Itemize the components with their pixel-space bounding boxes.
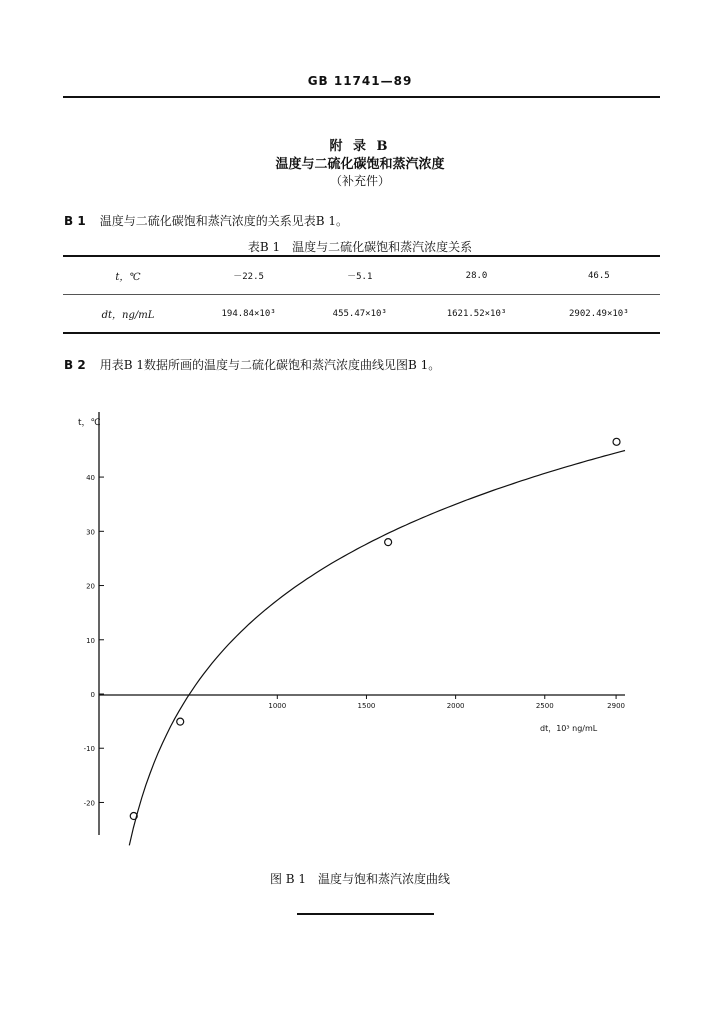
section-text: 温度与二硫化碳饱和蒸汽浓度的关系见表B 1。 — [99, 214, 348, 228]
table-cell: 1621.52×10³ — [415, 295, 537, 334]
table-cell: 46.5 — [538, 256, 660, 295]
table-caption: 表B 1 温度与二硫化碳饱和蒸汽浓度关系 — [247, 240, 473, 254]
data-point — [613, 438, 620, 445]
y-tick-label: -10 — [83, 745, 95, 754]
section-number: B 2 — [64, 358, 86, 372]
appendix-note: （补充件） — [329, 174, 390, 188]
y-tick-label: 40 — [86, 474, 95, 483]
x-tick-label: 2900 — [607, 702, 625, 710]
standard-code: GB 11741—89 — [307, 74, 413, 88]
y-tick-label: -20 — [83, 799, 95, 808]
figure-caption: 图 B 1 温度与饱和蒸汽浓度曲线 — [269, 872, 451, 886]
table-cell: －5.1 — [304, 256, 415, 295]
y-tick-label: 30 — [86, 528, 95, 537]
table-cell: 194.84×10³ — [193, 295, 304, 334]
appendix-title: 附 录 B — [329, 139, 391, 154]
data-point — [177, 718, 184, 725]
section-text: 用表B 1数据所画的温度与二硫化碳饱和蒸汽浓度曲线见图B 1。 — [99, 358, 441, 372]
x-tick-label: 1500 — [357, 702, 376, 710]
table-cell: 28.0 — [415, 256, 537, 295]
fit-curve — [129, 451, 625, 846]
table-cell: 2902.49×10³ — [538, 295, 660, 334]
table-cell: 455.47×10³ — [304, 295, 415, 334]
footer-rule — [297, 913, 434, 915]
row-label-temperature: t，℃ — [63, 256, 193, 295]
y-axis-label: t，℃ — [78, 418, 101, 428]
row-label-concentration: dt，ng/mL — [63, 295, 193, 334]
x-tick-label: 1000 — [268, 702, 287, 710]
section-number: B 1 — [64, 214, 86, 228]
data-point — [385, 539, 392, 546]
x-axis-label: dt，10³ ng/mL — [540, 724, 598, 733]
x-tick-label: 2500 — [535, 702, 554, 710]
appendix-subtitle: 温度与二硫化碳饱和蒸汽浓度 — [275, 157, 445, 172]
y-tick-label: 20 — [86, 582, 95, 591]
x-tick-label: 2000 — [446, 702, 465, 710]
y-tick-label: 0 — [90, 691, 95, 699]
y-tick-label: 10 — [86, 636, 95, 645]
table-cell: －22.5 — [193, 256, 304, 295]
